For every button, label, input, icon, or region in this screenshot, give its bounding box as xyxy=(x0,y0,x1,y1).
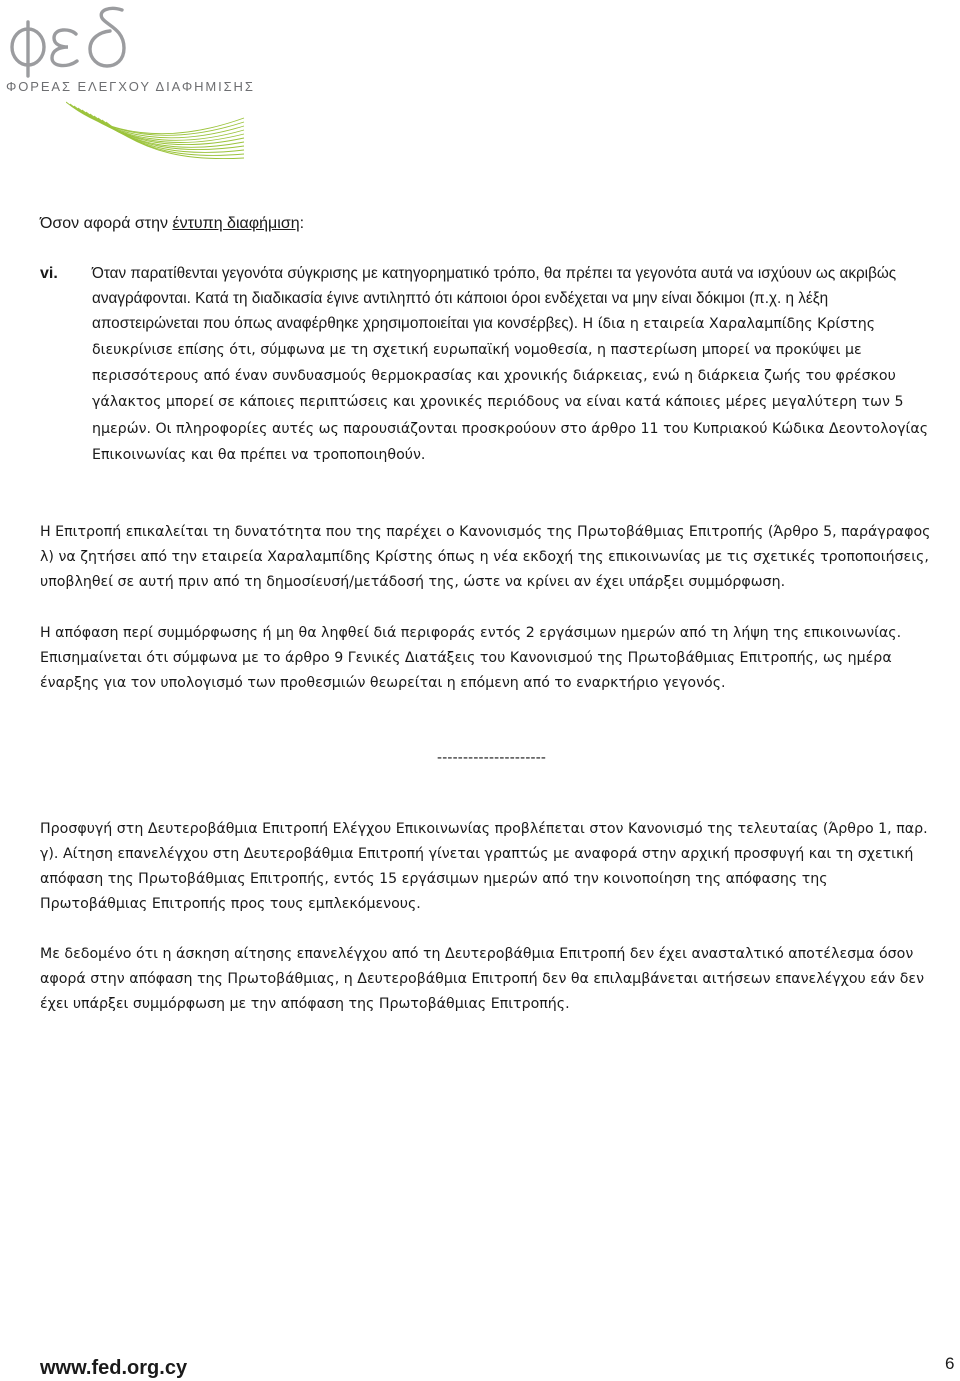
section-intro-suffix: : xyxy=(299,215,305,232)
paragraph-compliance-decision: Η απόφαση περί συμμόρφωσης ή μη θα ληφθεί διά περιφοράς εντός 2 εργάσιμων ημερών από τη λήψη της επικοινωνίας. Επισημαίνεται ότι σύμφωνα με το άρθρο 9 Γενικές Διατάξεις του Κανονισμού της Πρωτοβάθμιας Επιτροπής, ως ημέρα έναρξης για τον υπολογισμό των προθεσμιών θεωρείται η επόμενη από το εναρκτήριο γεγονός. xyxy=(40,625,902,692)
paragraph-appeal: Προσφυγή στη Δευτεροβάθμια Επιτροπή Ελέγχου Επικοινωνίας προβλέπεται στον Κανονισμό της τελευταίας (Άρθρο 1, παρ. γ). Αίτηση επανελέγχου στη Δευτεροβάθμια Επιτροπή γίνεται γραπτώς με αναφορά στην αρχική προσφυγή και τη σχετική απόφαση της Πρωτοβάθμιας Επιτροπής, εντός 15 εργάσιμων ημερών από την κοινοποίηση της απόφασης της Πρωτοβάθμιας Επιτροπής προς τους εμπλεκόμενους. xyxy=(40,821,928,913)
paragraph-resubmission: Η Επιτροπή επικαλείται τη δυνατότητα που της παρέχει ο Κανονισμός της Πρωτοβάθμιας Επιτροπής (Άρθρο 5, παράγραφος λ) να ζητήσει από την εταιρεία Χαραλαμπίδης Κρίστης όπως η νέα εκδοχή της επικοινωνίας με τις σχετικές τροποποιήσεις, υποβληθεί σε αυτή πριν από τη δημοσίευσή/μετάδοσή της, ώστε να κρίνει αν έχει υπάρξει συμμόρφωση. xyxy=(40,524,931,591)
section-intro-emphasis: έντυπη διαφήμιση xyxy=(172,215,300,232)
logo-swirl-icon xyxy=(66,94,246,164)
footer-url: www.fed.org.cy xyxy=(40,1357,188,1379)
section-intro xyxy=(40,211,304,237)
page-number: 6 xyxy=(945,1354,955,1373)
logo-mark-icon xyxy=(6,2,136,82)
paragraph-appeal-effect: Με δεδομένο ότι η άσκηση αίτησης επανελέγχου από τη Δευτεροβάθμια Επιτροπή δεν έχει ανασταλτικό αποτέλεσμα όσον αφορά στην απόφαση της Πρωτοβάθμιας, η Δευτεροβάθμια Επιτροπή δεν θα επιλαμβάνεται αιτήσεων επανελέγχου εάν δεν έχει υπάρξει συμμόρφωση με την απόφαση της Πρωτοβάθμιας Επιτροπής. xyxy=(40,946,925,1013)
separator: --------------------- xyxy=(437,749,547,766)
section-intro-prefix: Όσον αφορά στην xyxy=(40,215,173,232)
list-marker: vi. xyxy=(40,265,58,282)
list-item xyxy=(92,261,938,468)
list-item-text-part2: Η ίδια η εταιρεία Χαραλαμπίδης Κρίστης διευκρίνισε επίσης ότι, σύμφωνα με τη σχετική ευρωπαϊκή νομοθεσία, η παστερίωση μπορεί να προκύψει με περισσότερους από έναν συνδυασμούς θερμοκρασίας και χρονικής διάρκειας, ενώ η διάρκεια ζωής του φρέσκου γάλακτος μπορεί σε κάποιες περιπτώσεις και χρονικές περιόδους να είναι κατά κάποιες μέρες μεγαλύτερη των 5 ημερών. Οι πληροφορίες αυτές ως παρουσιάζονται προσκρούουν στο άρθρο 11 του Κυπριακού Κώδικα Δεοντολογίας Επικοινωνίας και θα πρέπει να τροποποιηθούν. xyxy=(92,316,929,463)
fed-logo xyxy=(6,2,256,152)
list-item-text-part1: Όταν παρατίθενται γεγονότα σύγκρισης με κατηγορηματικό τρόπο, θα πρέπει τα γεγονότα αυτά να ισχύουν ως ακριβώς αναγράφονται. Κατά τη διαδικασία έγινε αντιληπτό ότι κάποιοι όροι ενδέχεται να μην είναι δόκιμοι (π.χ. η λέξη αποστειρώνεται που όπως αναφέρθηκε χρησιμοποιείται για κονσέρβες). xyxy=(92,265,897,333)
logo-caption: ΦΟΡΕΑΣ ΕΛΕΓΧΟΥ ΔΙΑΦΗΜΙΣΗΣ xyxy=(6,79,255,94)
